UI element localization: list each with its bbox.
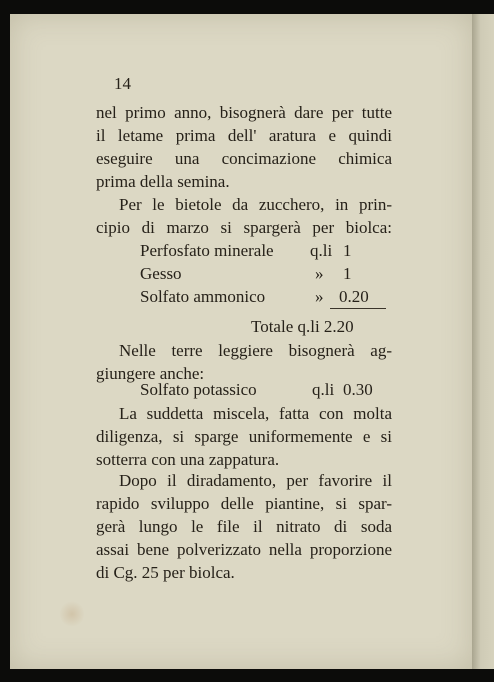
text-line: Nelle terre leggiere bisognerà ag- <box>119 341 392 360</box>
total-line: Totale q.li 2.20 <box>251 317 354 336</box>
page-number: 14 <box>114 74 131 93</box>
text-line: prima della semina. <box>96 172 230 191</box>
text-line: giungere anche: <box>96 364 205 383</box>
text-line: gerà lungo le file il nitrato di soda <box>96 517 392 536</box>
fertilizer-qty: 1 <box>343 241 352 260</box>
text-line: rapido sviluppo delle piantine, si spar- <box>96 494 392 513</box>
text-line: La suddetta miscela, fatta con molta <box>119 404 392 423</box>
fertilizer-qty: 0.20 <box>339 287 369 306</box>
text-line: Per le bietole da zucchero, in prin- <box>119 195 392 214</box>
text-line: il letame prima dell' aratura e quindi <box>96 126 392 145</box>
sum-rule <box>330 308 386 309</box>
text-line: diligenza, si sparge uniformemente e si <box>96 427 392 446</box>
fertilizer-qty: 0.30 <box>343 380 373 399</box>
text-line: assai bene polverizzato nella proporzione <box>96 540 392 559</box>
fertilizer-unit: » <box>315 264 324 283</box>
fertilizer-qty: 1 <box>343 264 352 283</box>
text-line: Dopo il diradamento, per favorire il <box>119 471 392 490</box>
fertilizer-unit: q.li <box>312 380 335 399</box>
text-line: nel primo anno, bisognerà dare per tutte <box>96 103 392 122</box>
fertilizer-unit: q.li <box>310 241 333 260</box>
fertilizer-name: Gesso <box>140 264 182 283</box>
fertilizer-unit: » <box>315 287 324 306</box>
text-line: di Cg. 25 per biolca. <box>96 563 235 582</box>
text-line: eseguire una concimazione chimica <box>96 149 392 168</box>
fertilizer-name: Solfato ammonico <box>140 287 266 306</box>
fertilizer-name: Perfosfato minerale <box>140 241 274 260</box>
fertilizer-name: Solfato potassico <box>140 380 257 399</box>
text-line: sotterra con una zappatura. <box>96 450 280 469</box>
text-line: cipio di marzo si spargerà per biolca: <box>96 218 392 237</box>
